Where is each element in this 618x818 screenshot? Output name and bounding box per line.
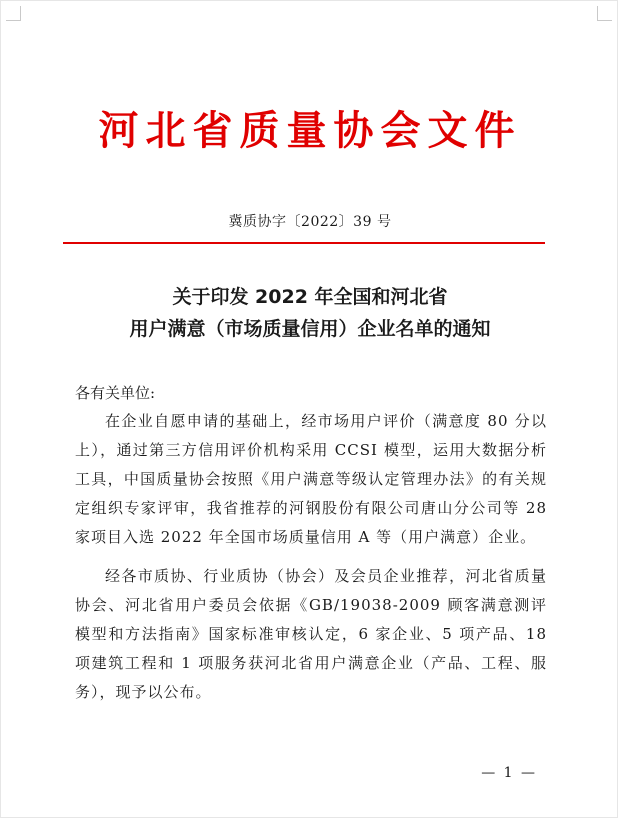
page-number: — 1 — xyxy=(481,765,537,781)
notice-title-line-2: 用户满意（市场质量信用）企业名单的通知 xyxy=(129,318,491,340)
document-header-title: 河北省质量协会文件 xyxy=(98,108,522,154)
body-paragraph-2: 经各市质协、行业质协（协会）及会员企业推荐，河北省质量协会、河北省用户委员会依据《GB/19038-2009 顾客满意测评模型和方法指南》国家标准审核认定，6 家企业、5 项产品、18 项建筑工程和 1 项服务获河北省用户满意企业（产品、工程、服务），现予以公布。 xyxy=(75,567,547,701)
header-divider xyxy=(63,242,545,244)
notice-body xyxy=(75,407,547,707)
body-paragraph-1: 在企业自愿申请的基础上，经市场用户评价（满意度 80 分以上），通过第三方信用评价机构采用 CCSI 模型，运用大数据分析工具，中国质量协会按照《用户满意等级认定管理办法》的有关规定组织专家评审，我省推荐的河钢股份有限公司唐山分公司等 28 家项目入选 2022 年全国市场质量信用 A 等（用户满意）企业。 xyxy=(75,412,547,546)
crop-mark-top-left xyxy=(6,6,21,21)
crop-mark-top-right xyxy=(597,6,612,21)
salutation: 各有关单位: xyxy=(75,384,156,402)
document-number: 冀质协字〔2022〕39 号 xyxy=(228,214,392,230)
notice-title-line-1: 关于印发 2022 年全国和河北省 xyxy=(172,286,448,308)
notice-title xyxy=(1,281,618,345)
